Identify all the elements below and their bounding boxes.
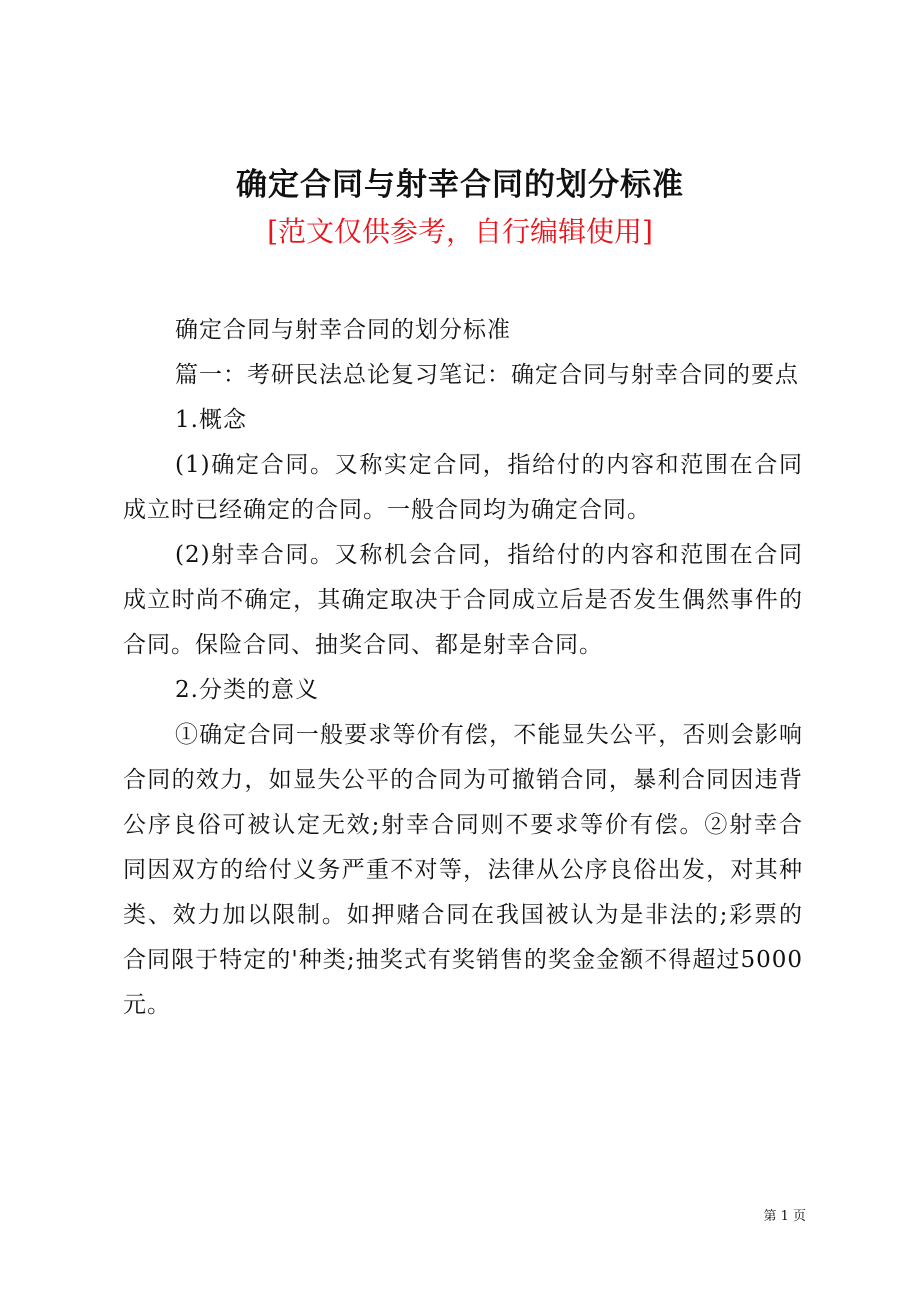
paragraph: (1)确定合同。又称实定合同，指给付的内容和范围在合同成立时已经确定的合同。一般合同均为确定合同。	[123, 452, 803, 523]
paragraph: 篇一：考研民法总论复习笔记：确定合同与射幸合同的要点	[175, 362, 799, 388]
paragraph: ①确定合同一般要求等价有偿，不能显失公平，否则会影响合同的效力，如显失公平的合同为可撤销合同，暴利合同因违背公序良俗可被认定无效;射幸合同则不要求等价有偿。②射幸合同因双方的给付义务严重不对等，法律从公序良俗出发，对其种类、效力加以限制。如押赌合同在我国被认为是非法的;彩票的合同限于特定的'种类;抽奖式有奖销售的奖金金额不得超过5000元。	[123, 722, 803, 1018]
paragraph: 2.分类的意义	[175, 677, 319, 703]
document-body	[123, 308, 803, 1028]
document-title: 确定合同与射幸合同的划分标准	[236, 167, 684, 203]
paragraph: 1.概念	[175, 407, 247, 433]
paragraph: (2)射幸合同。又称机会合同，指给付的内容和范围在合同成立时尚不确定，其确定取决于合同成立后是否发生偶然事件的合同。保险合同、抽奖合同、都是射幸合同。	[123, 542, 803, 658]
paragraph: 确定合同与射幸合同的划分标准	[175, 317, 511, 343]
page-number: 第 1 页	[763, 1209, 806, 1224]
document-subtitle: [范文仅供参考，自行编辑使用]	[267, 215, 653, 248]
